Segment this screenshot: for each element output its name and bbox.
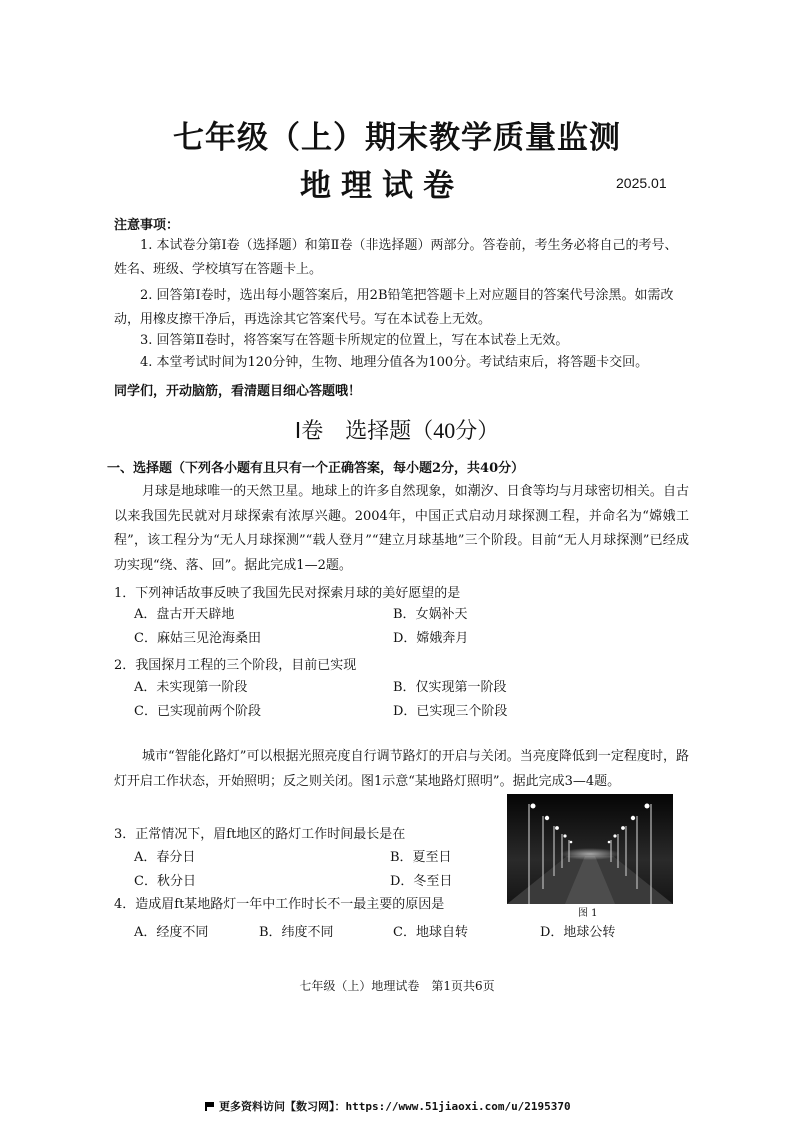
page-footer: 七年级（上）地理试卷 第1页共6页: [299, 979, 495, 993]
question-4-option-c: C．地球自转: [393, 925, 468, 940]
streetlight-photo: [507, 794, 673, 904]
question-1-option-b: B．女娲补天: [393, 607, 468, 622]
figure-caption: 图 1: [578, 908, 598, 919]
passage-moon: 月球是地球唯一的天然卫星。地球上的许多自然现象，如潮汐、日食等均与月球密切相关。自古以来我国先民就对月球探索有浓厚兴趣。2004年，中国正式启动月球探测工程，并命名为“嫦娥工程”，该工程分为“无人月球探测”“载人登月”“建立月球基地”三个阶段。目前“无人月球探测”已经成功实现“绕、落、回”。据此完成1—2题。: [114, 484, 689, 573]
section-title: Ⅰ卷 选择题（40分）: [294, 418, 500, 443]
question-1-stem: 1．下列神话故事反映了我国先民对探索月球的美好愿望的是: [114, 586, 461, 601]
question-4-option-d: D．地球公转: [540, 925, 616, 940]
question-2-stem: 2．我国探月工程的三个阶段，目前已实现: [114, 658, 357, 673]
section-instruction: 一、选择题（下列各小题有且只有一个正确答案，每小题2分，共40分）: [107, 461, 525, 476]
note-item-2: 2. 回答第Ⅰ卷时，选出每小题答案后，用2B铅笔把答题卡上对应题目的答案代号涂黑。如需改动，用橡皮擦干净后，再选涂其它答案代号。写在本试卷上无效。: [114, 288, 674, 327]
question-1-option-a: A．盘古开天辟地: [134, 607, 235, 622]
note-item-1: 1. 本试卷分第Ⅰ卷（选择题）和第Ⅱ卷（非选择题）两部分。答卷前，考生务必将自己的考号、姓名、班级、学校填写在答题卡上。: [114, 238, 678, 277]
notes-heading: 注意事项：: [114, 218, 180, 233]
question-3-stem: 3．正常情况下，眉ft地区的路灯工作时间最长是在: [114, 827, 406, 842]
question-1-option-c: C．麻姑三见沧海桑田: [134, 631, 261, 646]
question-1-option-d: D．嫦娥奔月: [393, 631, 469, 646]
exam-date: 2025.01: [616, 175, 667, 191]
exam-title: 七年级（上）期末教学质量监测: [173, 120, 621, 156]
question-4-stem: 4．造成眉ft某地路灯一年中工作时长不一最主要的原因是: [114, 897, 445, 912]
question-4-option-a: A．经度不同: [134, 925, 209, 940]
exam-subject-title: 地理试卷: [300, 168, 464, 204]
banner-text: 更多资料访问【数习网】：https://www.51jiaoxi.com/u/2195370: [219, 1100, 571, 1113]
flag-icon: [205, 1102, 215, 1111]
question-4-option-b: B．纬度不同: [259, 925, 334, 940]
encourage-text: 同学们，开动脑筋，看清题目细心答题哦！: [114, 384, 362, 399]
question-3-option-b: B．夏至日: [390, 850, 452, 865]
question-2-option-b: B．仅实现第一阶段: [393, 680, 507, 695]
passage-streetlight: 城市“智能化路灯”可以根据光照亮度自行调节路灯的开启与关闭。当亮度降低到一定程度时，路灯开启工作状态，开始照明；反之则关闭。图1示意“某地路灯照明”。据此完成3—4题。: [114, 749, 689, 789]
note-item-3: 3. 回答第Ⅱ卷时，将答案写在答题卡所规定的位置上，写在本试卷上无效。: [140, 333, 569, 348]
question-3-option-c: C．秋分日: [134, 874, 196, 889]
question-3-option-d: D．冬至日: [390, 874, 453, 889]
question-2-option-c: C．已实现前两个阶段: [134, 704, 261, 719]
question-2-option-d: D．已实现三个阶段: [393, 704, 508, 719]
question-2-option-a: A．未实现第一阶段: [134, 680, 248, 695]
question-3-option-a: A．春分日: [134, 850, 196, 865]
note-item-4: 4. 本堂考试时间为120分钟，生物、地理分值各为100分。考试结束后，将答题卡交回。: [140, 355, 649, 370]
resource-banner[interactable]: [205, 1098, 571, 1114]
